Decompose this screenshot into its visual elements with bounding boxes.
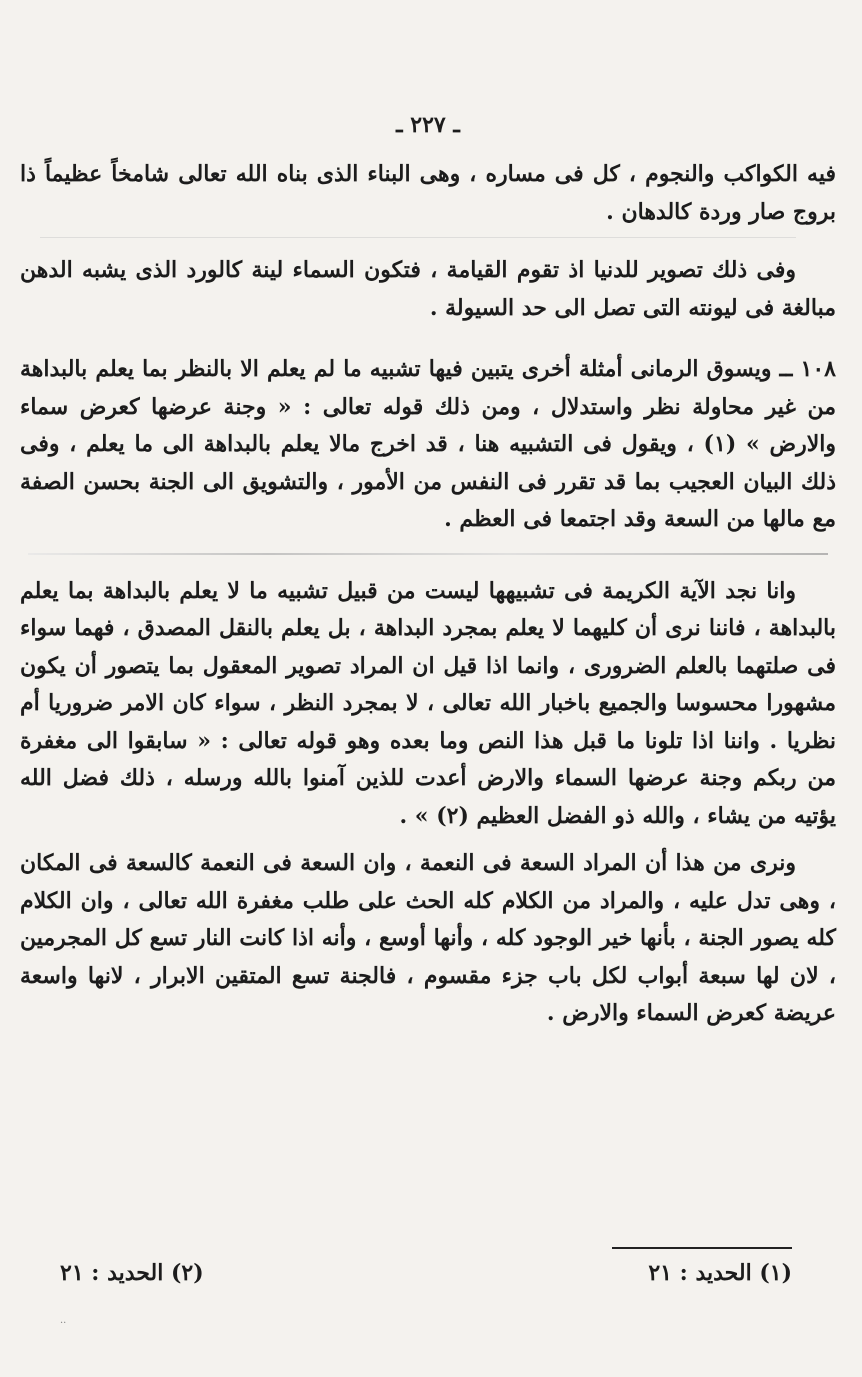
footnote-1: (١) الحديد : ٢١ — [648, 1260, 792, 1286]
scan-artifact-smudge — [28, 553, 828, 555]
body-text — [20, 156, 836, 1033]
paragraph-3: ١٠٨ ــ ويسوق الرمانى أمثلة أخرى يتبين فيها تشبيه ما لم يعلم الا بالنظر بما يعلم بالبداهة من غير محاولة نظر واستدلال ، ومن ذلك قوله تعالى : « وجنة عرضها كعرض سماء والارض » (١) ، ويقول فى التشبيه هنا ، قد اخرج مالا يعلم بالبداهة الى ما يعلم ، وفى ذلك البيان العجيب بما قد تقرر فى النفس من الأمور ، والتشويق الى الجنة بحسن الصفة مع مالها من السعة وقد اجتمعا فى العظم . — [20, 356, 837, 532]
paragraph-4: وانا نجد الآية الكريمة فى تشبيهها ليست من قبيل تشبيه ما لا يعلم بالبداهة بما يعلم بالبداهة ، فاننا نرى أن كليهما لا يعلم بمجرد البداهة ، بل يعلم بالنقل المصدق ، فهما سواء فى صلتهما بالعلم الضرورى ، وانما اذا قيل ان المراد تصوير المعقول بما يتصور أن يكون مشهورا محسوسا والجميع باخبار الله تعالى ، لا بمجرد النظر ، سواء كان الامر ضروريا أم نظريا . واننا اذا تلونا ما قبل هذا النص وما بعده وهو قوله تعالى : « سابقوا الى مغفرة من ربكم وجنة عرضها السماء والارض أعدت للذين آمنوا بالله ورسله ، ذلك فضل الله يؤتيه من يشاء ، والله ذو الفضل العظيم (٢) » . — [20, 577, 836, 829]
footnotes — [60, 1260, 792, 1286]
footnote-2: (٢) الحديد : ٢١ — [60, 1260, 204, 1286]
footnote-divider — [612, 1247, 792, 1249]
paragraph-1: فيه الكواكب والنجوم ، كل فى مساره ، وهى البناء الذى بناه الله تعالى شامخاً عظيماً ذا بروج صار وردة كالدهان . — [20, 161, 836, 225]
scan-speck: ·· — [60, 1318, 67, 1329]
paragraph-2: وفى ذلك تصوير للدنيا اذ تقوم القيامة ، فتكون السماء لينة كالورد الذى يشبه الدهن مبالغة فى ليونته التى تصل الى حد السيولة . — [20, 257, 836, 321]
scan-artifact-line — [40, 237, 796, 238]
paragraph-5: ونرى من هذا أن المراد السعة فى النعمة ، وان السعة فى النعمة كالسعة فى المكان ، وهى تدل عليه ، والمراد من الكلام كله الحث على طلب مغفرة الله تعالى ، وان الكلام كله يصور الجنة ، بأنها خير الوجود كله ، وأنها أوسع ، وأنه اذا كانت النار تسع كل المجرمين ، لان لها سبعة أبواب لكل باب جزء مقسوم ، فالجنة تسع المتقين الابرار ، لانها واسعة عريضة كعرض السماء والارض . — [20, 850, 836, 1026]
page-number: ـ ٢٢٧ ـ — [396, 112, 460, 138]
